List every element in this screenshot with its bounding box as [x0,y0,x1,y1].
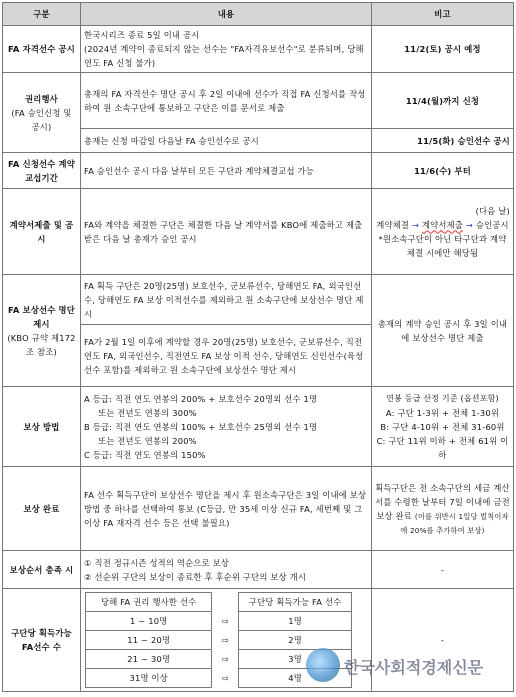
limit-cell: 31명 이상 [86,669,212,688]
row-comp-done-content: FA 선수 획득구단이 보상선수 명단을 제시 후 원소속구단은 3일 이내에 보상방법 중 하나를 선택하여 통보 (C등급, 만 35세 이상 신규 FA, 세번째 및 그 이상 FA 재자격 선수 등은 선택 불필요) [81,467,372,551]
contract-flow: 계약체결 → 계약서제출 → 승인공시 [376,219,509,230]
row-negotiation-content: FA 승인선수 공시 다음 날부터 모든 구단과 계약체결교섭 가능 [81,153,372,189]
arrow-right-icon: ⇨ [221,654,230,664]
header-content: 내용 [81,3,372,26]
row-limit-label: 구단당 획득가능 FA선수 수 [3,589,81,692]
limit-cell: 21 ~ 30명 [86,650,212,669]
row-fa-announce-bigo: 11/2(토) 공시 예정 [372,26,514,73]
arrow-right-icon: → [465,219,474,230]
newspaper-logo-icon [306,648,340,682]
arrow-right-icon: ⇨ [221,673,230,683]
limit-cell: 11 ~ 20명 [86,631,212,650]
limit-cell: 4명 [239,669,351,688]
header-bigo: 비고 [372,3,514,26]
limit-cell: 1 ~ 10명 [86,612,212,631]
limit-cell: 1명 [239,612,351,631]
row-comp-method-content: A 등급: 직전 연도 연봉의 200% + 보호선수 20명외 선수 1명 또는 전년도 연봉의 300% B 등급: 직전 연도 연봉의 100% + 보호선수 25명외 선수 1명 또는 전년도 연봉의 200% C 등급: 직전 연도 연봉의 150% [81,387,372,467]
limit-cell: 2명 [239,631,351,650]
row-rights-label: 권리행사 (FA 승인신청 및 공시) [3,73,81,153]
row-rights-bigo-2: 11/5(화) 승인선수 공시 [372,129,514,153]
row-contract-label: 계약서제출 및 공시 [3,189,81,275]
watermark: 한국사회적경제신문 [344,658,484,677]
row-contract-content: FA와 계약을 체결한 구단은 체결한 다음 날 계약서를 KBO에 제출하고 제출 받은 다음 날 총재가 승인 공시 [81,189,372,275]
row-fa-announce-content: 한국시리즈 종료 5일 이내 공시 (2024년 계약이 종료되지 않는 선수는 "FA자격유보선수"로 분류되며, 당해연도 FA 신청 불가) [81,26,372,73]
row-rights-content-2: 총재는 신청 마감일 다음날 FA 승인선수로 공시 [81,129,372,153]
row-fa-announce-label: FA 자격선수 공시 [3,26,81,73]
row-comp-method-bigo: 연봉 등급 산정 기준 (옵션포함) A: 구단 1-3위 + 전체 1-30위 B: 구단 4-10위 + 전체 31-60위 C: 구단 11위 이하 + 전체 61위 이하 [372,387,514,467]
row-order-content: ① 직전 정규시즌 성적의 역순으로 보상 ② 선순위 구단의 보상이 종료한 후 후순위 구단의 보상 개시 [81,551,372,589]
row-comp-done-bigo: 획득구단은 전 소속구단의 세금 계산서를 수령한 날부터 7일 이내에 금전보상 완료 (이를 위반시 1일당 벌칙이자에 20%를 추가하여 보상) [372,467,514,551]
arrow-right-icon: ⇨ [221,635,230,645]
arrow-right-icon: ⇨ [221,616,230,626]
row-order-label: 보상순서 충족 시 [3,551,81,589]
row-comp-list-bigo: 총재의 계약 승인 공시 후 3일 이내에 보상선수 명단 제출 [372,275,514,387]
header-gubun: 구분 [3,3,81,26]
row-comp-method-label: 보상 방법 [3,387,81,467]
row-rights-content-1: 총재의 FA 자격선수 명단 공시 후 2일 이내에 선수가 직접 FA 신청서를 작성하여 원 소속구단에 통보하고 구단은 이를 문서로 제출 [81,73,372,129]
row-comp-done-label: 보상 완료 [3,467,81,551]
row-limit-bigo: - [372,589,514,692]
row-comp-list-content-2: FA가 2월 1일 이후에 계약할 경우 20명(25명) 보호선수, 군보류선수, 직전연도 FA, 외국인선수, 직전연도 FA 보상 이적 선수, 당해연도 신인선수(육성선수 포함)를 제외하고 원 소속구단에 보상선수 명단 제시 [81,325,372,387]
row-negotiation-bigo: 11/6(수) 부터 [372,153,514,189]
limit-head-2: 구단당 획득가능 FA 선수 [239,593,351,612]
row-rights-bigo-1: 11/4(월)까지 신청 [372,73,514,129]
row-negotiation-label: FA 신청선수 계약교섭기간 [3,153,81,189]
row-contract-bigo: (다음 날) 계약체결 → 계약서제출 → 승인공시 *원소속구단이 아닌 타구단과 계약 체결 시에만 해당됨 [372,189,514,275]
fa-schedule-table [2,2,514,692]
limit-head-1: 당해 FA 권리 행사한 선수 [86,593,212,612]
limit-cell: 3명 [239,650,351,669]
row-comp-list-label: FA 보상선수 명단 제시 (KBO 규약 제172조 참조) [3,275,81,387]
row-order-bigo: - [372,551,514,589]
arrow-right-icon: → [411,219,420,230]
row-comp-list-content-1: FA 획득 구단은 20명(25명) 보호선수, 군보류선수, 당해연도 FA, 외국인선수, 당해연도 FA 보상 이적선수를 제외하고 원 소속구단에 보상선수 명단 제시 [81,275,372,325]
